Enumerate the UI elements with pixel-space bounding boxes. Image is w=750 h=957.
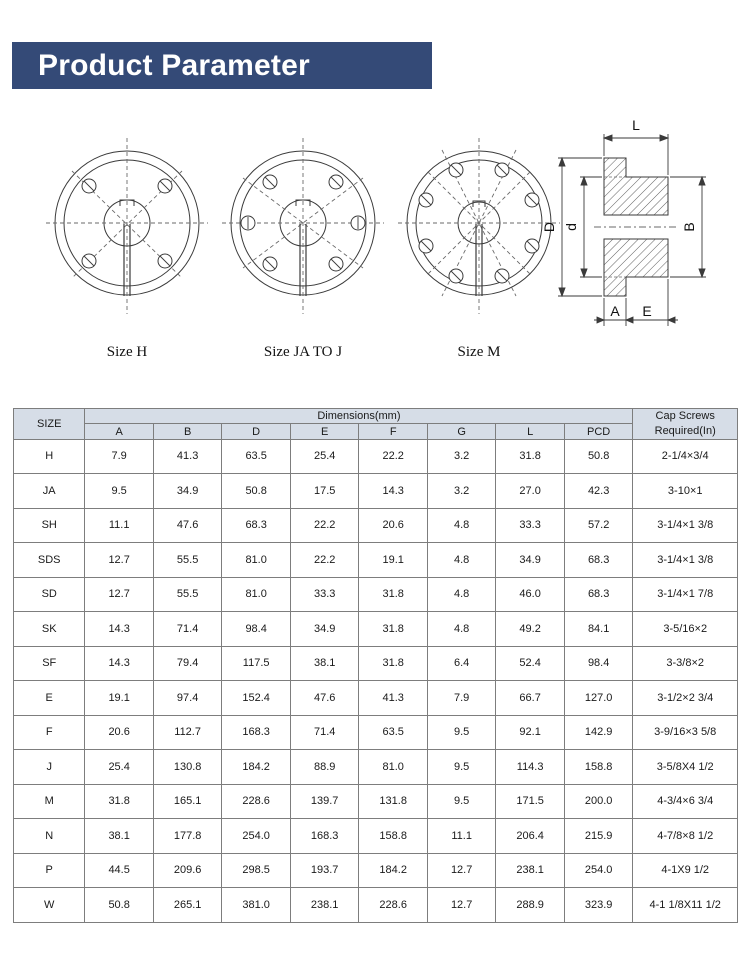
cell-pcd: 142.9 — [564, 715, 633, 750]
cell-f: 31.8 — [359, 612, 428, 647]
page-title: Product Parameter — [38, 48, 310, 82]
cell-cap-screws: 2-1/4×3/4 — [633, 439, 738, 474]
cell-size: SF — [14, 646, 85, 681]
cell-cap-screws: 3-1/4×1 3/8 — [633, 543, 738, 578]
cell-d: 298.5 — [222, 853, 291, 888]
cell-g: 4.8 — [427, 543, 495, 578]
cell-size: E — [14, 681, 85, 716]
cell-a: 44.5 — [85, 853, 153, 888]
table-row — [14, 750, 738, 785]
flange-diagram-size-ja-to-j — [218, 138, 388, 360]
cell-d: 68.3 — [222, 508, 291, 543]
cell-cap-screws: 4-1 1/8X11 1/2 — [633, 888, 738, 923]
cell-size: F — [14, 715, 85, 750]
cell-size: N — [14, 819, 85, 854]
cell-f: 31.8 — [359, 577, 428, 612]
cell-g: 4.8 — [427, 612, 495, 647]
cell-size: W — [14, 888, 85, 923]
cell-a: 12.7 — [85, 543, 153, 578]
cell-d: 381.0 — [222, 888, 291, 923]
cell-size: JA — [14, 474, 85, 509]
cell-cap-screws: 3-1/4×1 7/8 — [633, 577, 738, 612]
cell-e: 88.9 — [290, 750, 359, 785]
cell-b: 47.6 — [153, 508, 222, 543]
cell-e: 47.6 — [290, 681, 359, 716]
cell-a: 14.3 — [85, 612, 153, 647]
cell-e: 25.4 — [290, 439, 359, 474]
cell-f: 228.6 — [359, 888, 428, 923]
table-row — [14, 612, 738, 647]
cell-cap-screws: 3-9/16×3 5/8 — [633, 715, 738, 750]
cell-d: 81.0 — [222, 543, 291, 578]
dimension-label-D: D — [541, 221, 557, 233]
header-column-b: B — [153, 424, 222, 439]
cell-f: 19.1 — [359, 543, 428, 578]
cell-f: 158.8 — [359, 819, 428, 854]
table-row — [14, 508, 738, 543]
cell-size: P — [14, 853, 85, 888]
header-column-pcd: PCD — [564, 424, 633, 439]
cell-g: 4.8 — [427, 577, 495, 612]
cell-l: 27.0 — [496, 474, 565, 509]
cell-a: 7.9 — [85, 439, 153, 474]
specification-table — [13, 408, 738, 923]
cell-a: 31.8 — [85, 784, 153, 819]
header-column-l: L — [496, 424, 565, 439]
cell-d: 184.2 — [222, 750, 291, 785]
cell-d: 98.4 — [222, 612, 291, 647]
cell-l: 206.4 — [496, 819, 565, 854]
cell-l: 114.3 — [496, 750, 565, 785]
table-row — [14, 715, 738, 750]
table-row — [14, 543, 738, 578]
table-row — [14, 577, 738, 612]
cell-l: 288.9 — [496, 888, 565, 923]
cell-pcd: 42.3 — [564, 474, 633, 509]
cell-a: 50.8 — [85, 888, 153, 923]
header-column-d: D — [222, 424, 291, 439]
cell-l: 171.5 — [496, 784, 565, 819]
cell-pcd: 254.0 — [564, 853, 633, 888]
cell-e: 193.7 — [290, 853, 359, 888]
cell-d: 117.5 — [222, 646, 291, 681]
cell-f: 22.2 — [359, 439, 428, 474]
cell-a: 20.6 — [85, 715, 153, 750]
cell-l: 52.4 — [496, 646, 565, 681]
cell-cap-screws: 3-10×1 — [633, 474, 738, 509]
cell-b: 177.8 — [153, 819, 222, 854]
cell-size: J — [14, 750, 85, 785]
cell-l: 49.2 — [496, 612, 565, 647]
cell-b: 130.8 — [153, 750, 222, 785]
header-column-e: E — [290, 424, 359, 439]
technical-drawings — [0, 110, 750, 385]
cell-size: SK — [14, 612, 85, 647]
table-row — [14, 888, 738, 923]
cell-d: 50.8 — [222, 474, 291, 509]
header-dimensions: Dimensions(mm) — [85, 409, 633, 424]
cell-b: 265.1 — [153, 888, 222, 923]
cell-e: 38.1 — [290, 646, 359, 681]
cell-pcd: 50.8 — [564, 439, 633, 474]
table-row — [14, 646, 738, 681]
header-column-f: F — [359, 424, 428, 439]
cell-cap-screws: 4-7/8×8 1/2 — [633, 819, 738, 854]
cell-f: 41.3 — [359, 681, 428, 716]
cell-size: M — [14, 784, 85, 819]
cell-cap-screws: 3-3/8×2 — [633, 646, 738, 681]
flange-drawing-svg — [42, 138, 212, 338]
cell-e: 71.4 — [290, 715, 359, 750]
cell-l: 33.3 — [496, 508, 565, 543]
cell-g: 9.5 — [427, 715, 495, 750]
cell-a: 11.1 — [85, 508, 153, 543]
cell-f: 131.8 — [359, 784, 428, 819]
cell-a: 9.5 — [85, 474, 153, 509]
header-cap-screws — [633, 409, 738, 440]
cell-g: 9.5 — [427, 784, 495, 819]
cell-pcd: 68.3 — [564, 577, 633, 612]
cell-size: SH — [14, 508, 85, 543]
table-row — [14, 681, 738, 716]
cell-e: 238.1 — [290, 888, 359, 923]
table-row — [14, 439, 738, 474]
cell-cap-screws: 3-5/8X4 1/2 — [633, 750, 738, 785]
cell-f: 184.2 — [359, 853, 428, 888]
cell-b: 165.1 — [153, 784, 222, 819]
cell-f: 14.3 — [359, 474, 428, 509]
table-head — [14, 409, 738, 440]
cell-g: 12.7 — [427, 888, 495, 923]
cell-g: 6.4 — [427, 646, 495, 681]
cell-pcd: 158.8 — [564, 750, 633, 785]
dimension-label-B: B — [681, 222, 697, 232]
cell-cap-screws: 3-1/2×2 3/4 — [633, 681, 738, 716]
cell-pcd: 200.0 — [564, 784, 633, 819]
dimension-label-d: d — [563, 223, 579, 231]
cell-b: 55.5 — [153, 543, 222, 578]
cell-d: 254.0 — [222, 819, 291, 854]
cell-g: 4.8 — [427, 508, 495, 543]
table-row — [14, 853, 738, 888]
cell-e: 168.3 — [290, 819, 359, 854]
cell-pcd: 127.0 — [564, 681, 633, 716]
cell-cap-screws: 3-5/16×2 — [633, 612, 738, 647]
cell-pcd: 323.9 — [564, 888, 633, 923]
header-column-g: G — [427, 424, 495, 439]
dimension-label-E: E — [642, 303, 652, 319]
cell-cap-screws: 4-1X9 1/2 — [633, 853, 738, 888]
cell-a: 38.1 — [85, 819, 153, 854]
cell-g: 3.2 — [427, 474, 495, 509]
cell-a: 25.4 — [85, 750, 153, 785]
cell-l: 46.0 — [496, 577, 565, 612]
cell-e: 34.9 — [290, 612, 359, 647]
table-body — [14, 439, 738, 922]
cross-section-diagram — [536, 112, 736, 357]
cell-l: 66.7 — [496, 681, 565, 716]
cell-b: 55.5 — [153, 577, 222, 612]
cell-d: 63.5 — [222, 439, 291, 474]
header-column-a: A — [85, 424, 153, 439]
cell-f: 63.5 — [359, 715, 428, 750]
cell-size: SDS — [14, 543, 85, 578]
cell-pcd: 57.2 — [564, 508, 633, 543]
dimension-label-L: L — [632, 117, 640, 133]
table-row — [14, 474, 738, 509]
cell-a: 12.7 — [85, 577, 153, 612]
cell-b: 209.6 — [153, 853, 222, 888]
cell-d: 81.0 — [222, 577, 291, 612]
cell-g: 9.5 — [427, 750, 495, 785]
cell-d: 228.6 — [222, 784, 291, 819]
cell-e: 22.2 — [290, 508, 359, 543]
header-cap-screws-line2: Required(In) — [654, 424, 716, 437]
cell-size: H — [14, 439, 85, 474]
cell-l: 92.1 — [496, 715, 565, 750]
cell-d: 168.3 — [222, 715, 291, 750]
flange-caption: Size H — [106, 344, 148, 360]
cell-b: 34.9 — [153, 474, 222, 509]
cell-b: 41.3 — [153, 439, 222, 474]
cell-f: 31.8 — [359, 646, 428, 681]
cell-b: 97.4 — [153, 681, 222, 716]
flange-caption: Size JA TO J — [263, 344, 343, 360]
cell-cap-screws: 4-3/4×6 3/4 — [633, 784, 738, 819]
cell-e: 139.7 — [290, 784, 359, 819]
cell-g: 12.7 — [427, 853, 495, 888]
cell-pcd: 68.3 — [564, 543, 633, 578]
flange-drawing-svg — [218, 138, 388, 338]
cell-l: 238.1 — [496, 853, 565, 888]
header-size: SIZE — [14, 409, 85, 440]
cell-b: 112.7 — [153, 715, 222, 750]
cell-l: 34.9 — [496, 543, 565, 578]
header-cap-screws-line1: Cap Screws — [655, 410, 715, 422]
cell-f: 81.0 — [359, 750, 428, 785]
table-row — [14, 784, 738, 819]
cell-b: 71.4 — [153, 612, 222, 647]
cross-section-svg — [536, 112, 736, 352]
dimension-label-A: A — [610, 303, 620, 319]
cell-e: 33.3 — [290, 577, 359, 612]
cell-b: 79.4 — [153, 646, 222, 681]
table-header-row-1 — [14, 409, 738, 424]
cell-d: 152.4 — [222, 681, 291, 716]
cell-a: 14.3 — [85, 646, 153, 681]
cell-pcd: 215.9 — [564, 819, 633, 854]
flange-caption: Size M — [457, 344, 501, 360]
cell-pcd: 98.4 — [564, 646, 633, 681]
table-row — [14, 819, 738, 854]
page-title-banner — [12, 42, 432, 89]
cell-g: 11.1 — [427, 819, 495, 854]
cell-size: SD — [14, 577, 85, 612]
cell-cap-screws: 3-1/4×1 3/8 — [633, 508, 738, 543]
flange-diagram-size-h — [42, 138, 212, 360]
cell-e: 17.5 — [290, 474, 359, 509]
table-header-row-2 — [14, 424, 738, 439]
cell-g: 7.9 — [427, 681, 495, 716]
cell-l: 31.8 — [496, 439, 565, 474]
cell-a: 19.1 — [85, 681, 153, 716]
cell-f: 20.6 — [359, 508, 428, 543]
cell-e: 22.2 — [290, 543, 359, 578]
cell-pcd: 84.1 — [564, 612, 633, 647]
cell-g: 3.2 — [427, 439, 495, 474]
